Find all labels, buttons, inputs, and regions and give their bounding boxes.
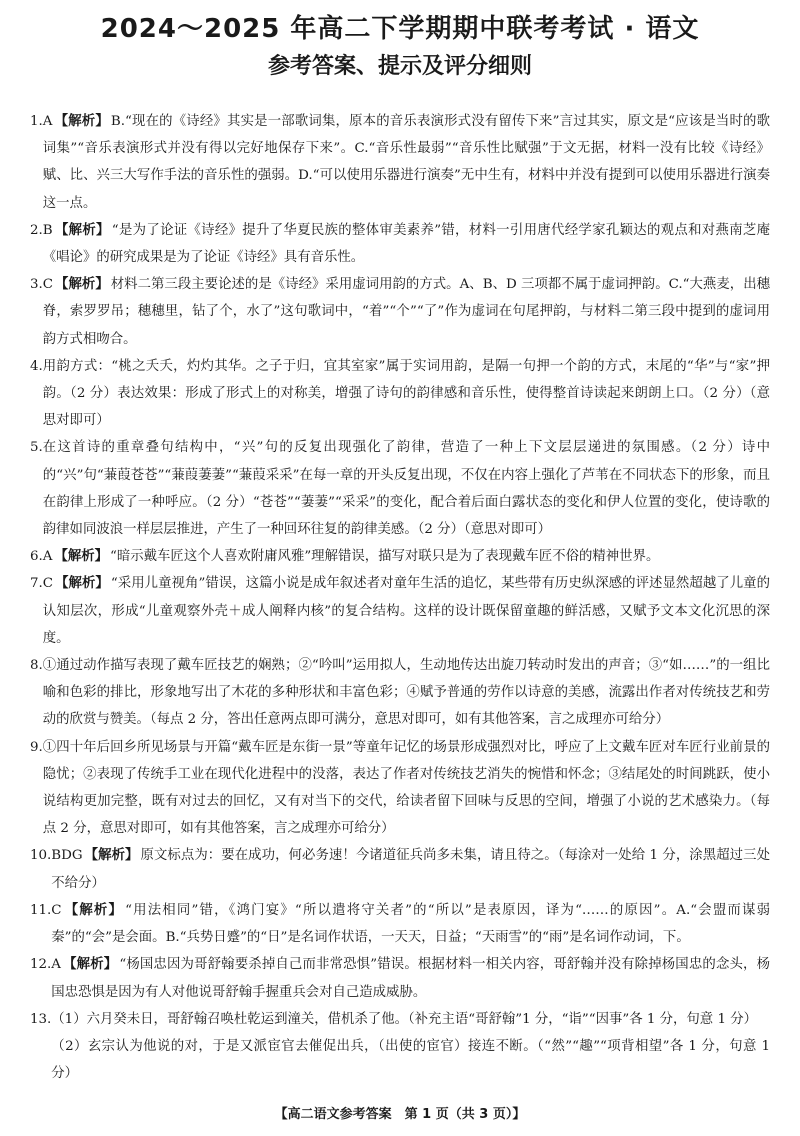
analysis-tag: 【解析】 xyxy=(55,277,109,293)
item-text: “杨国忠因为哥舒翰要杀掉自己而非常恐惧”错误。根据材料一相关内容，哥舒翰并没有除掉杨国忠的念头，杨国忠恐惧是因为有人对他说哥舒翰手握重兵会对自己造成威胁。 xyxy=(51,957,770,1000)
analysis-tag: 【解析】 xyxy=(54,114,109,129)
analysis-tag: 【解析】 xyxy=(84,848,139,864)
answer-item-13 xyxy=(30,1006,770,1088)
answer-item-1 xyxy=(30,108,770,217)
item-number: 9. xyxy=(30,739,43,755)
item-number: 6. xyxy=(30,549,43,565)
analysis-tag: 【解析】 xyxy=(62,957,118,973)
item-text: “采用儿童视角”错误，这篇小说是成年叙述者对童年生活的追忆，某些带有历史纵深感的评述显然超越了儿童的认知层次，形成“儿童观察外壳＋成人阐释内核”的复合结构。这样的设计既保留童趣的鲜活感，又赋予文本文化沉思的深度。 xyxy=(42,576,770,646)
item-number: 12. xyxy=(30,957,52,973)
item-text: B.“现在的《诗经》其实是一部歌词集，原本的音乐表演形式没有留传下来”言过其实，原文是“应该是当时的歌词集”“音乐表演形式并没有得以完好地保存下来”。C.“音乐性最弱”“音乐性比赋强”于文无据，材料一没有比较《诗经》赋、比、兴三大写作手法的音乐性的强弱。D.“可以使用乐器进行演奏”无中生有，材料中并没有提到可以使用乐器进行演奏这一点。 xyxy=(42,114,770,211)
answer-item-2 xyxy=(30,217,770,271)
page-footer: 【高二语文参考答案 第 1 页（共 3 页）】 xyxy=(274,1107,526,1122)
item-number: 4. xyxy=(30,358,43,374)
item-answer: A xyxy=(42,549,53,565)
analysis-tag: 【解析】 xyxy=(54,222,110,238)
item-text: 在这首诗的重章叠句结构中，“兴”句的反复出现强化了韵律，营造了一种上下文层层递进的氛围感。（2 分）诗中的“兴”句“蒹葭苍苍”“蒹葭萋萋”“蒹葭采采”在每一章的开头反复出现，不仅在内容上强化了芦苇在不同状态下的形象，而且在韵律上形成了一种呼应。（2 分）“苍苍”“萋萋”“采采”的变化，配合着后面白露状态的变化和伊人位置的变化，使诗歌的韵律如同波浪一样层层推进，产生了一种回环往复的韵律美感。（2 分）（意思对即可） xyxy=(42,440,770,538)
answer-item-8 xyxy=(30,652,770,734)
item-text: 用韵方式：“桃之夭夭，灼灼其华。之子于归，宜其室家”属于实词用韵，是隔一句押一个韵的方式，末尾的“华”与“家”押韵。（2 分）表达效果：形成了形式上的对称美，增强了诗句的韵律感和音乐性，使得整首诗读起来朗朗上口。（2 分）（意思对即可） xyxy=(42,358,770,429)
item-answer: B xyxy=(42,222,53,238)
item-subpart-1: （1）六月癸未日，哥舒翰召唤杜乾运到潼关，借机杀了他。（补充主语“哥舒翰”1 分，“诣”“因事”各 1 分，句意 1 分） xyxy=(51,1011,757,1027)
analysis-tag: 【解析】 xyxy=(54,549,109,565)
item-answer: C xyxy=(42,277,54,293)
answer-item-6 xyxy=(30,543,770,570)
item-text: “是为了论证《诗经》提升了华夏民族的整体审美素养”错，材料一引用唐代经学家孔颖达的观点和对燕南芝庵《唱论》的研究成果是为了论证《诗经》具有音乐性。 xyxy=(42,222,770,266)
item-number: 11. xyxy=(30,902,52,918)
item-number: 2. xyxy=(30,222,43,238)
answer-item-5 xyxy=(30,434,770,543)
item-number: 10. xyxy=(30,848,52,864)
answer-item-9 xyxy=(30,734,770,843)
item-text: 原文标点为：要在成功，何必务速！今诸道征兵尚多未集，请且待之。（每涂对一处给 1 分，涂黑超过三处不给分） xyxy=(51,848,770,891)
item-number: 13. xyxy=(30,1011,52,1027)
item-answer: A xyxy=(42,114,53,129)
answer-item-12 xyxy=(30,951,770,1005)
item-answer: C xyxy=(51,902,62,918)
item-answer: C xyxy=(42,576,54,592)
page-subtitle: 参考答案、提示及评分细则 xyxy=(267,54,532,79)
item-subpart-2: （2）玄宗认为他说的对，于是又派宦官去催促出兵，（出使的宦官）接连不断。（“然”“趣”“项背相望”各 1 分，句意 1 分） xyxy=(51,1038,770,1082)
item-number: 7. xyxy=(30,576,43,592)
item-answer: BDG xyxy=(51,848,83,864)
analysis-tag: 【解析】 xyxy=(55,576,109,592)
item-text: ①四十年后回乡所见场景与开篇“戴车匠是东街一景”等童年记忆的场景形成强烈对比，呼应了上文戴车匠对车匠行业前景的隐忧；②表现了传统手工业在现代化进程中的没落，表达了作者对传统技艺消失的惋惜和怀念；③结尾处的时间跳跃，使小说结构更加完整，既有对过去的回忆，又有对当下的交代，给读者留下回味与反思的空间，增强了小说的艺术感染力。（每点 2 分，意思对即可，如有其他答案，言之成理亦可给分） xyxy=(42,739,770,837)
item-answer: A xyxy=(51,957,61,973)
page-title: 2024～2025 年高二下学期期中联考考试 · 语文 xyxy=(100,14,700,44)
answer-item-4 xyxy=(30,353,770,435)
answer-item-11 xyxy=(30,897,770,951)
item-text: “用法相同”错，《鸿门宴》“所以遣将守关者”的“所以”是表原因，译为“……的原因”。A.“会盟而谋弱秦”的“会”是会面。B.“兵势日蹙”的“日”是名词作状语，一天天，日益；“天雨雪”的“雨”是名词作动词，下。 xyxy=(51,902,770,946)
analysis-tag: 【解析】 xyxy=(63,902,124,918)
item-number: 1. xyxy=(30,114,43,129)
item-number: 5. xyxy=(30,440,43,456)
answer-item-7 xyxy=(30,570,770,652)
item-text: 材料二第三段主要论述的是《诗经》采用虚词用韵的方式。A、B、D 三项都不属于虚词押韵。C.“大燕麦，出穗脊，索罗罗吊；穗穗里，钻了个，水了”这句歌词中，“着”“个”“了”作为虚词在句尾押韵，与材料二第三段中提到的虚词用韵方式相吻合。 xyxy=(42,277,770,347)
item-text: “暗示戴车匠这个人喜欢附庸风雅”理解错误，描写对联只是为了表现戴车匠不俗的精神世界。 xyxy=(110,549,660,565)
answer-list xyxy=(30,108,770,1087)
item-number: 3. xyxy=(30,277,43,293)
item-number: 8. xyxy=(30,658,43,674)
item-text: ①通过动作描写表现了戴车匠技艺的娴熟；②“吟叫”运用拟人，生动地传达出旋刀转动时发出的声音；③“如……”的一组比喻和色彩的排比，形象地写出了木花的多种形状和丰富色彩；④赋予普通的劳作以诗意的美感，流露出作者对传统技艺和劳动的欣赏与赞美。（每点 2 分，答出任意两点即可满分，意思对即可，如有其他答案，言之成理亦可给分） xyxy=(42,658,770,728)
answer-item-10 xyxy=(30,842,770,896)
answer-item-3 xyxy=(30,271,770,353)
